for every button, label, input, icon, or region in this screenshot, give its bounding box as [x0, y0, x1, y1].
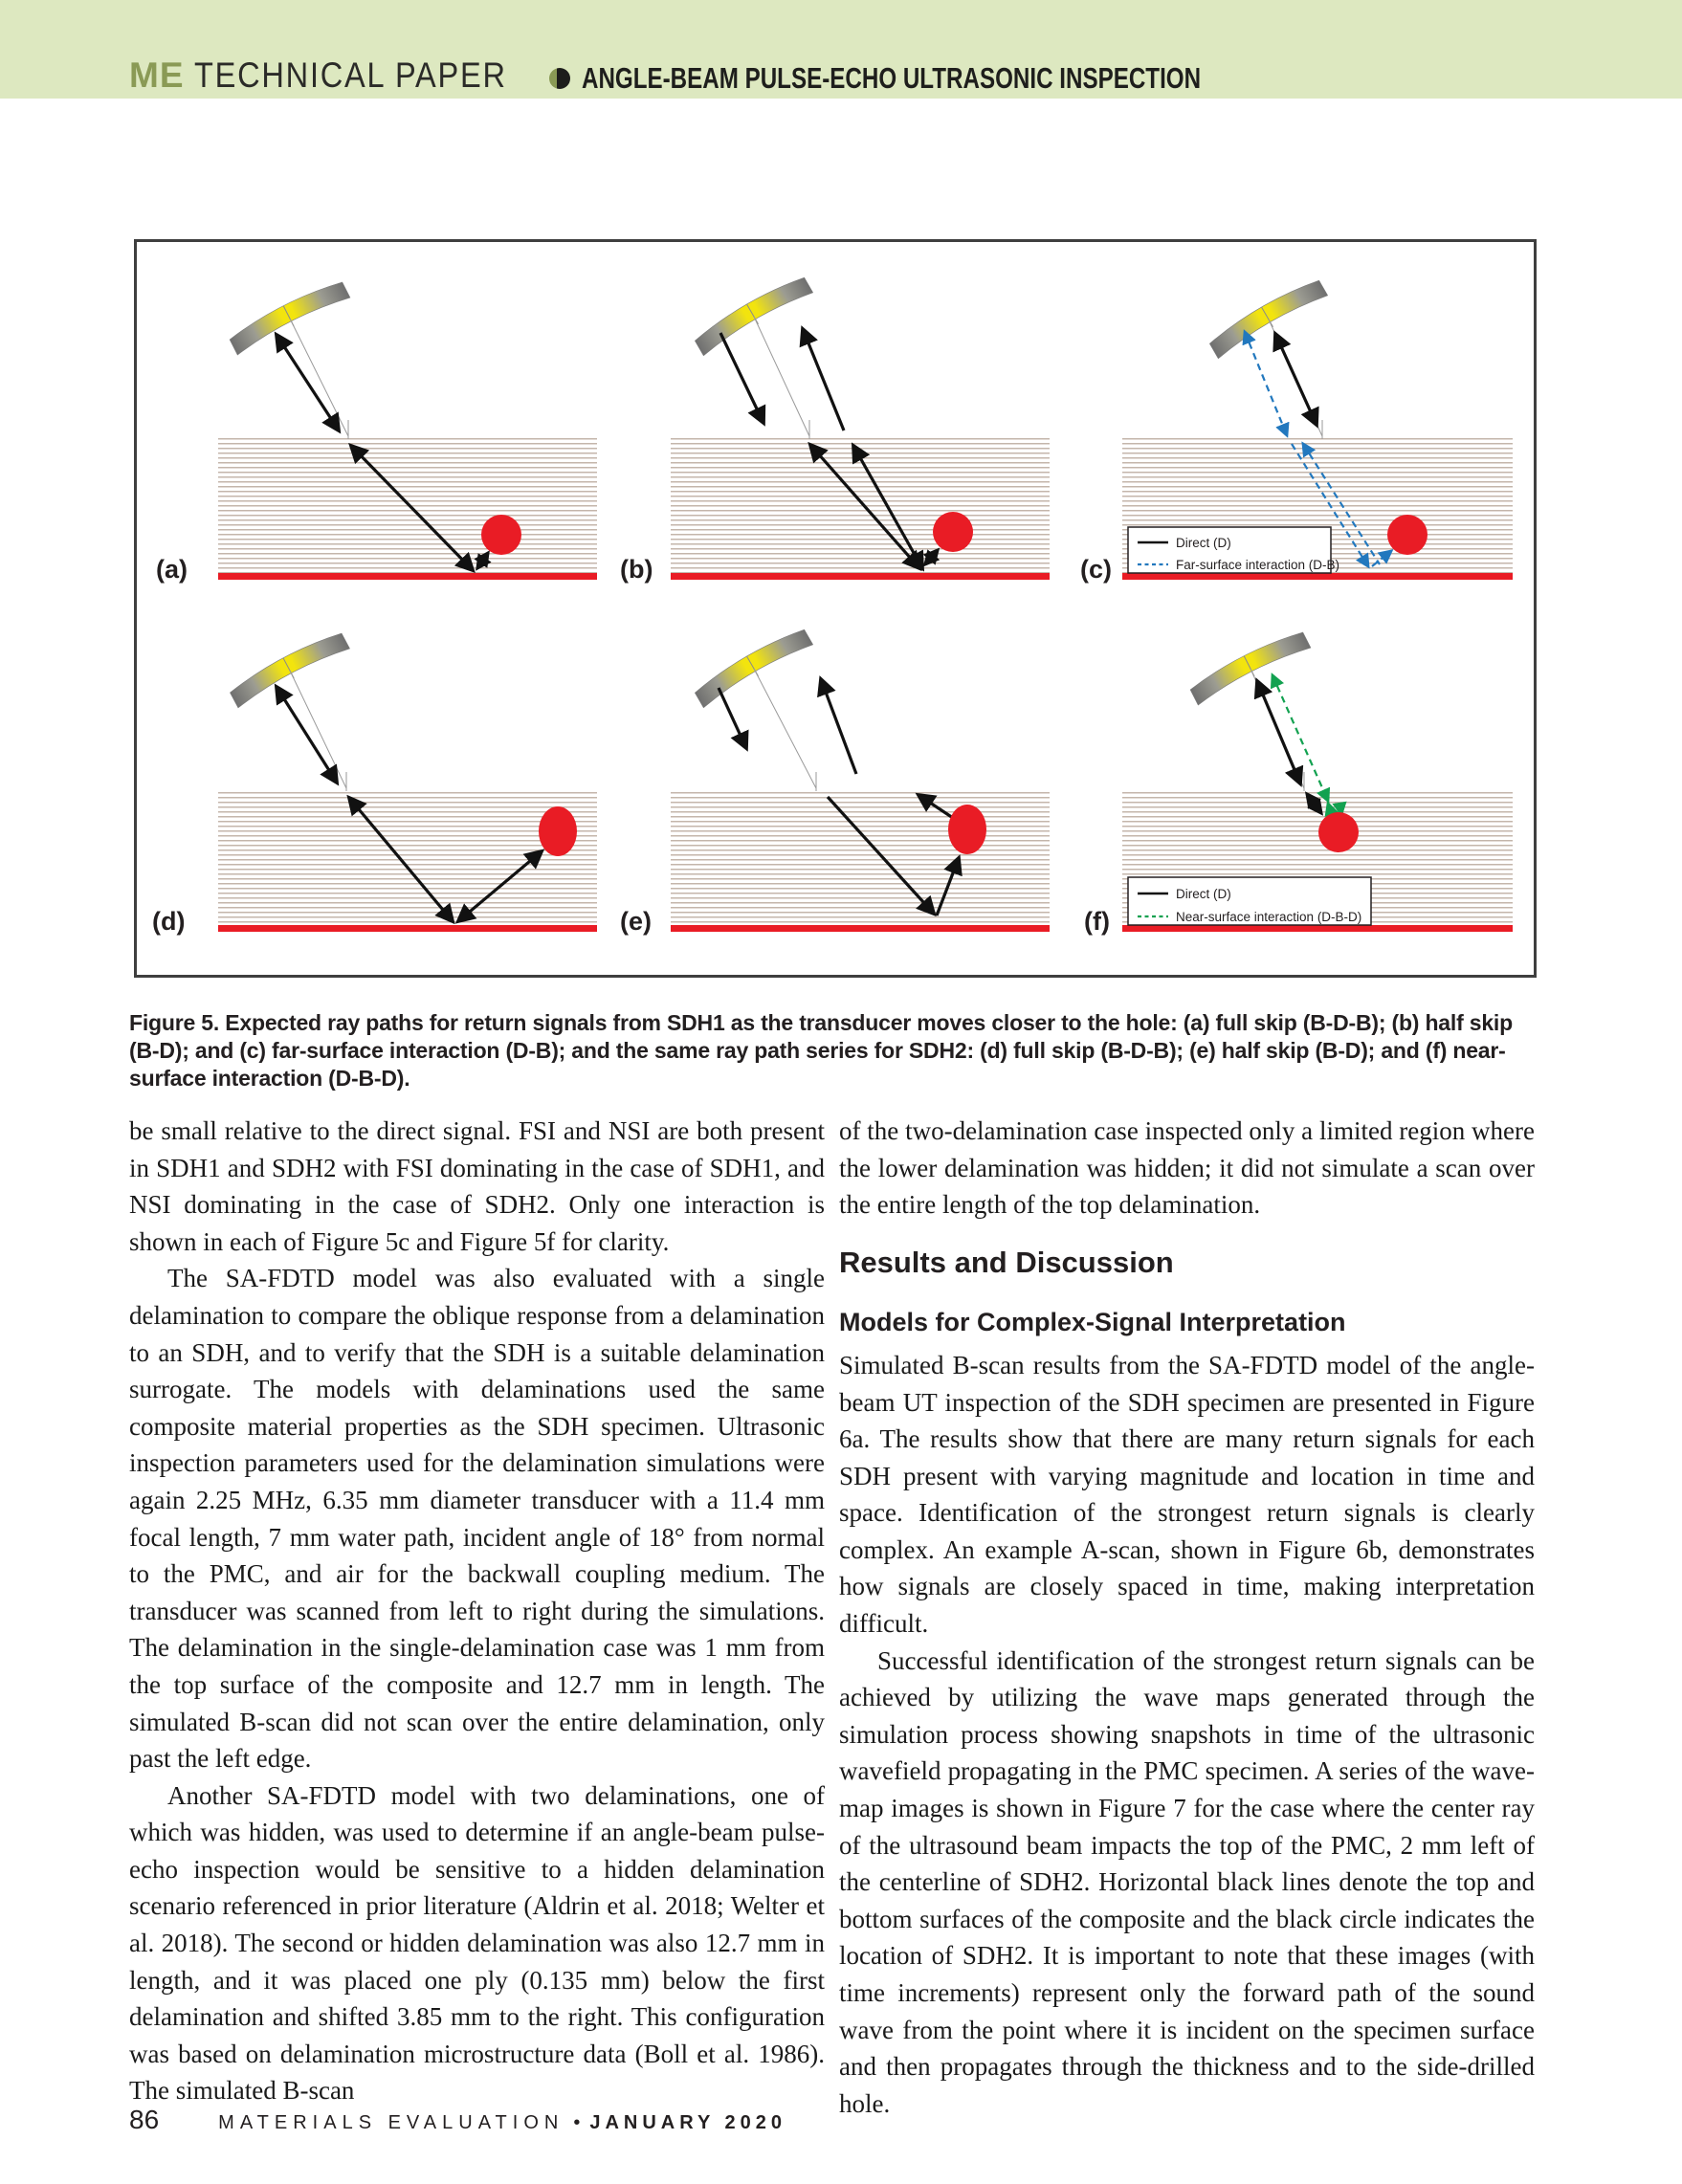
- sdh1-circle: [481, 515, 521, 555]
- panel-d-label: (d): [152, 907, 186, 936]
- legend-fsi-label: Far-surface interaction (D-B): [1176, 558, 1340, 572]
- legend-nsi-label: Near-surface interaction (D-B-D): [1176, 910, 1362, 924]
- figure-5: [134, 239, 1537, 978]
- left-column: [129, 1113, 825, 2109]
- body-paragraph: of the two-delamination case inspected only a limited region where the lower delamination was hidden; it did not simulate a scan over the entire length of the top delamination.: [839, 1116, 1535, 1220]
- panel-f-label: (f): [1084, 907, 1110, 936]
- body-paragraph: Simulated B-scan results from the SA-FDTD model of the angle-beam UT inspection of the SDH specimen are presented in Figure 6a. The results show that there are many return signals for each SDH present with varying magnitude and location in time and space. Identification of the strongest return signals is clearly complex. An example A-scan, shown in Figure 6b, demonstrates how signals are closely spaced in time, making interpretation difficult.: [839, 1350, 1535, 1639]
- transducer-icon: [227, 277, 350, 355]
- transducer-icon: [692, 273, 812, 356]
- issue-date: JANUARY 2020: [589, 2112, 786, 2133]
- section-heading: Results and Discussion: [839, 1245, 1174, 1279]
- composite-block: [671, 790, 1050, 925]
- legend-direct-label: Direct (D): [1176, 536, 1231, 550]
- backwall-line: [1122, 573, 1513, 580]
- transducer-icon: [692, 625, 812, 708]
- right-column: [839, 1113, 1535, 2122]
- transducer-icon: [228, 629, 350, 708]
- backwall-line: [1122, 925, 1513, 932]
- subsection-heading: Models for Complex-Signal Interpretation: [839, 1307, 1346, 1336]
- me-lens-icon: [549, 68, 570, 89]
- panel-b: [620, 273, 1050, 584]
- sdh2-circle: [948, 805, 986, 854]
- backwall-line: [218, 573, 597, 580]
- transducer-icon: [1187, 628, 1311, 705]
- panel-c: [1080, 276, 1513, 584]
- figure-5-caption: Figure 5. Expected ray paths for return signals from SDH1 as the transducer moves closer to the hole: (a) full skip (B-D-B); (b) half skip (B-D); and (c) far-surface interaction (D-B); and the same ray path series for SDH2: (d) full skip (B-D-B); (e) half skip (B-D); and (f) near-surface interaction (D-B-D).: [129, 1010, 1513, 1091]
- figure-5-canvas: [137, 242, 1534, 975]
- body-paragraph: Successful identification of the strongest return signals can be achieved by utilizing the wave maps generated through the simulation process showing snapshots in time of the ultrasonic wavefield propagating in the PMC specimen. A series of the wave-map images is shown in Figure 7 for the case where the center ray of the ultrasound beam impacts the top of the PMC, 2 mm left of the centerline of SDH2. Horizontal black lines denote the top and bottom surfaces of the composite and the black circle indicates the location of SDH2. It is important to note that these images (with time increments) represent only the forward path of the sound wave from the point where it is incident on the specimen surface and then propagates through the thickness and to the side-drilled hole.: [839, 1645, 1535, 2118]
- footer-bullet: •: [573, 2112, 581, 2133]
- panel-a-label: (a): [156, 555, 188, 584]
- paper-title: ANGLE-BEAM PULSE-ECHO ULTRASONIC INSPECTION: [581, 61, 1201, 95]
- body-paragraph: Another SA-FDTD model with two delaminations, one of which was hidden, was used to determine if an angle-beam pulse-echo inspection would be sensitive to a hidden delamination scenario referenced in prior literature (Aldrin et al. 2018; Welter et al. 2018). The second or hidden delamination was also 12.7 mm in length, and it was placed one ply (0.135 mm) below the first delamination and shifted 3.85 mm to the right. This configuration was based on delamination microstructure data (Boll et al. 1986). The simulated B-scan: [129, 1780, 825, 2106]
- transducer-icon: [1206, 276, 1327, 359]
- backwall-line: [218, 925, 597, 932]
- backwall-line: [671, 573, 1050, 580]
- series-label: TECHNICAL PAPER: [193, 55, 507, 95]
- sdh2-circle: [539, 806, 577, 856]
- page-number: 86: [129, 2105, 160, 2134]
- panel-d: [152, 629, 597, 936]
- legend-f: [1128, 877, 1371, 925]
- sdh1-circle: [1387, 515, 1427, 555]
- panel-f: [1084, 628, 1513, 936]
- sdh2-circle: [1318, 812, 1359, 852]
- legend-c: [1128, 527, 1339, 573]
- panel-b-label: (b): [620, 555, 653, 584]
- sdh1-circle: [933, 512, 973, 552]
- body-paragraph: The SA-FDTD model was also evaluated with a single delamination to compare the oblique response from a delamination to an SDH, and to verify that the SDH is a suitable delamination surrogate. The models with delaminations used the same composite material properties as the SDH specimen. Ultrasonic inspection parameters used for the delamination simulations were again 2.25 MHz, 6.35 mm diameter transducer with a 11.4 mm focal length, 7 mm water path, incident angle of 18° from normal to the PMC, and air for the backwall coupling medium. The transducer was scanned from left to right during the simulations. The delamination in the single-delamination case was 1 mm from the top surface of the composite and 12.7 mm in length. The simulated B-scan did not scan over the entire delamination, only past the left edge.: [129, 1264, 825, 1774]
- header-band: [0, 0, 1682, 99]
- composite-block: [218, 790, 597, 925]
- legend-direct-label: Direct (D): [1176, 887, 1231, 901]
- body-paragraph: be small relative to the direct signal. FSI and NSI are both present in SDH1 and SDH2 with FSI dominating in the case of SDH1, and NSI dominating in the case of SDH2. Only one interaction is shown in each of Figure 5c and Figure 5f for clarity.: [129, 1116, 825, 1256]
- backwall-line: [671, 925, 1050, 932]
- me-logo: ME: [129, 55, 185, 95]
- panel-c-label: (c): [1080, 555, 1112, 584]
- page-footer: [129, 2105, 786, 2135]
- journal-name: MATERIALS EVALUATION: [218, 2112, 564, 2133]
- panel-e-label: (e): [620, 907, 652, 936]
- panel-e: [620, 625, 1050, 936]
- panel-a: [156, 277, 597, 584]
